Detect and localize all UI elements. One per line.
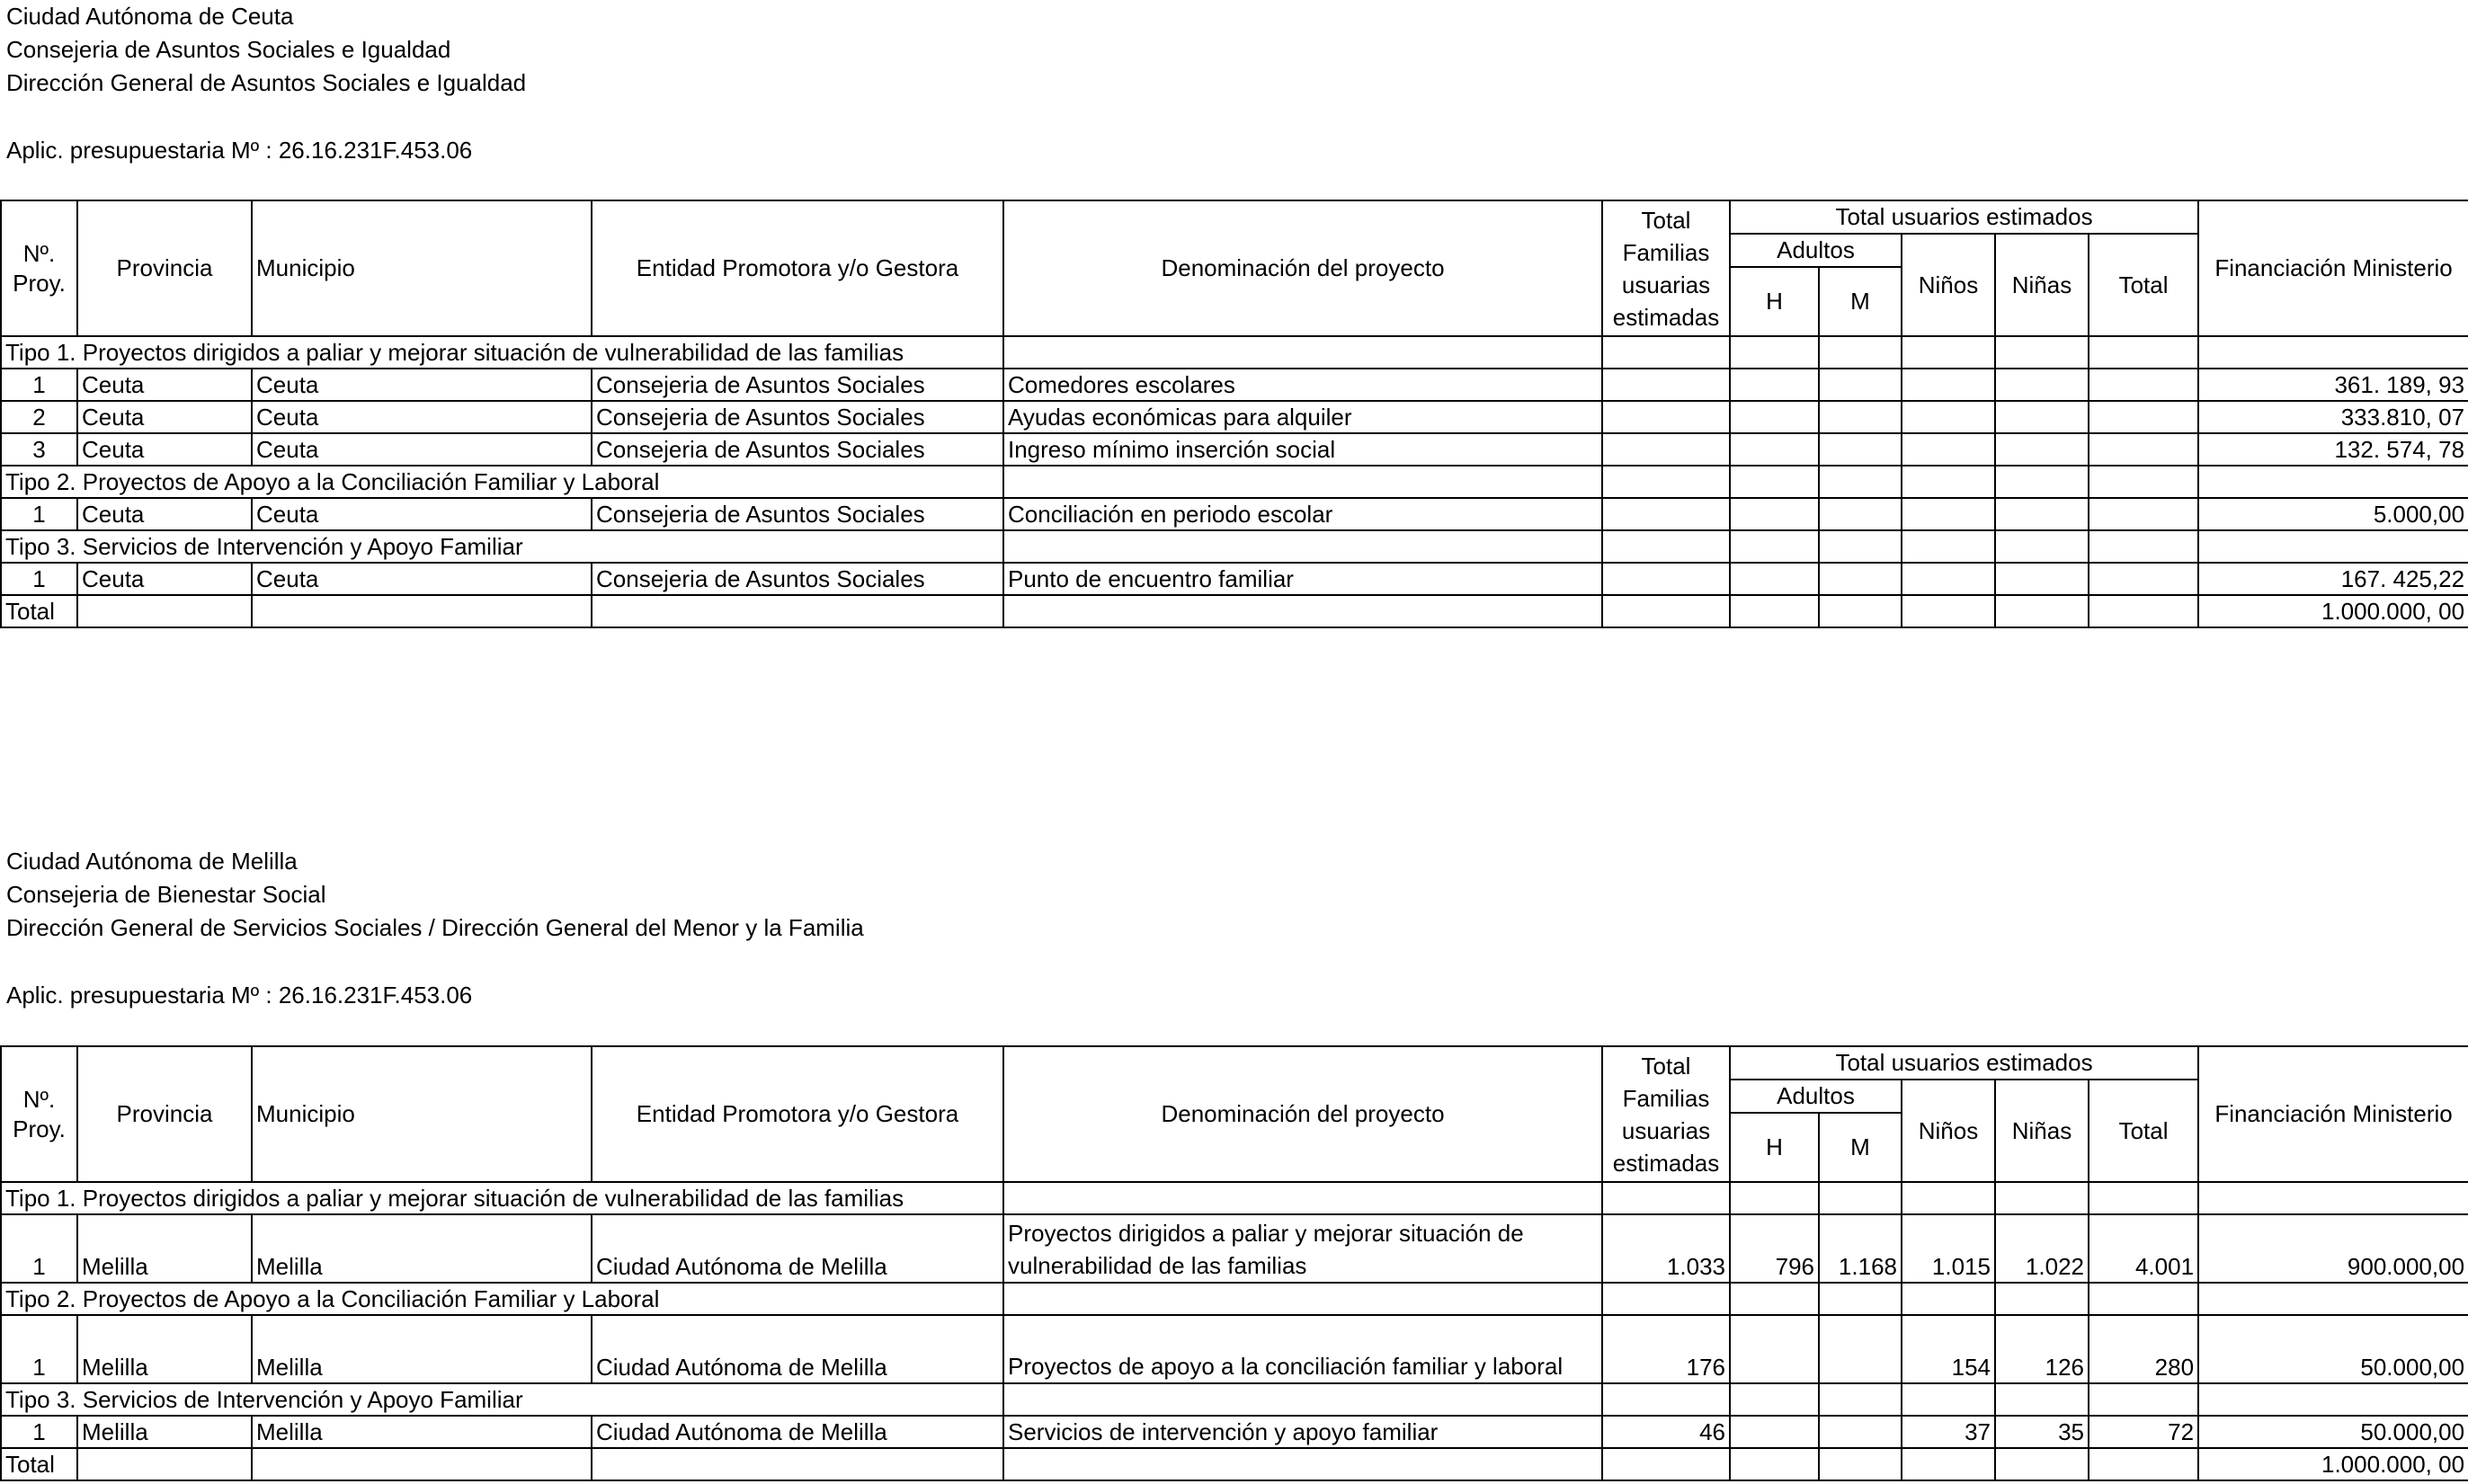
tipo-label: Tipo 1. Proyectos dirigidos a paliar y mejorar situación de vulnerabilidad de las familias	[1, 1182, 1003, 1214]
cell-denominacion: Proyectos dirigidos a paliar y mejorar situación de vulnerabilidad de las familias	[1003, 1214, 1602, 1283]
cell-denominacion: Punto de encuentro familiar	[1003, 563, 1602, 595]
cell-municipio: Ceuta	[252, 369, 592, 401]
cell-h: 796	[1730, 1214, 1819, 1283]
col-provincia: Provincia	[77, 200, 252, 336]
col-m: M	[1819, 1113, 1902, 1182]
col-municipio: Municipio	[252, 200, 592, 336]
cell-denominacion: Conciliación en periodo escolar	[1003, 498, 1602, 530]
cell-familias: 1.033	[1602, 1214, 1730, 1283]
cell-ninos: 1.015	[1902, 1214, 1995, 1283]
cell-m: 1.168	[1819, 1214, 1902, 1283]
cell-num: 1	[1, 1214, 77, 1283]
col-familias: Total Familias usuarias estimadas	[1602, 200, 1730, 336]
col-ninos: Niños	[1902, 234, 1995, 336]
table-row	[1, 1416, 2468, 1448]
cell-familias: 46	[1602, 1416, 1730, 1448]
col-usuarios-group: Total usuarios estimados	[1730, 1046, 2198, 1080]
table-row	[1, 433, 2468, 466]
table-row	[1, 1315, 2468, 1383]
cell-num: 2	[1, 401, 77, 433]
cell-ninas: 1.022	[1995, 1214, 2089, 1283]
cell-h	[1730, 1315, 1819, 1383]
table-row	[1, 401, 2468, 433]
tipo-label: Tipo 2. Proyectos de Apoyo a la Conciliación Familiar y Laboral	[1, 1283, 1003, 1315]
cell-ninas: 35	[1995, 1416, 2089, 1448]
cell-municipio: Melilla	[252, 1214, 592, 1283]
cell-provincia: Ceuta	[77, 498, 252, 530]
col-familias: Total Familias usuarias estimadas	[1602, 1046, 1730, 1182]
table-row	[1, 563, 2468, 595]
cell-provincia: Melilla	[77, 1416, 252, 1448]
col-ninos: Niños	[1902, 1080, 1995, 1182]
cell-total: 72	[2089, 1416, 2198, 1448]
cell-denominacion: Proyectos de apoyo a la conciliación familiar y laboral	[1003, 1315, 1602, 1383]
cell-denominacion: Ayudas económicas para alquiler	[1003, 401, 1602, 433]
col-adultos: Adultos	[1730, 1080, 1902, 1113]
cell-entidad: Consejeria de Asuntos Sociales	[592, 563, 1003, 595]
cell-num: 1	[1, 1416, 77, 1448]
melilla-total-row	[1, 1448, 2468, 1480]
col-financiacion: Financiación Ministerio	[2198, 1046, 2468, 1182]
cell-financiacion: 361. 189, 93	[2198, 369, 2468, 401]
ceuta-projects-table	[0, 200, 2468, 628]
cell-ninos: 154	[1902, 1315, 1995, 1383]
cell-entidad: Consejeria de Asuntos Sociales	[592, 401, 1003, 433]
cell-entidad: Ciudad Autónoma de Melilla	[592, 1416, 1003, 1448]
col-m: M	[1819, 267, 1902, 336]
cell-denominacion: Ingreso mínimo inserción social	[1003, 433, 1602, 466]
cell-num: 3	[1, 433, 77, 466]
col-h: H	[1730, 267, 1819, 336]
col-num-proy: Nº. Proy.	[1, 1046, 77, 1182]
cell-provincia: Melilla	[77, 1214, 252, 1283]
cell-municipio: Melilla	[252, 1416, 592, 1448]
ceuta-consejeria: Consejeria de Asuntos Sociales e Igualdad	[6, 36, 451, 63]
total-value: 1.000.000, 00	[2198, 595, 2468, 627]
melilla-city-title: Ciudad Autónoma de Melilla	[6, 848, 298, 875]
cell-h	[1730, 1416, 1819, 1448]
cell-num: 1	[1, 369, 77, 401]
ceuta-tipo1-row	[1, 336, 2468, 369]
cell-provincia: Ceuta	[77, 563, 252, 595]
cell-entidad: Consejeria de Asuntos Sociales	[592, 498, 1003, 530]
ceuta-city-title: Ciudad Autónoma de Ceuta	[6, 3, 294, 30]
total-label: Total	[1, 595, 77, 627]
cell-financiacion: 900.000,00	[2198, 1214, 2468, 1283]
melilla-tipo1-row	[1, 1182, 2468, 1214]
cell-municipio: Ceuta	[252, 433, 592, 466]
cell-entidad: Consejeria de Asuntos Sociales	[592, 369, 1003, 401]
col-h: H	[1730, 1113, 1819, 1182]
cell-total: 280	[2089, 1315, 2198, 1383]
col-total: Total	[2089, 1080, 2198, 1182]
cell-m	[1819, 1315, 1902, 1383]
cell-financiacion: 167. 425,22	[2198, 563, 2468, 595]
cell-financiacion: 132. 574, 78	[2198, 433, 2468, 466]
melilla-tipo2-row	[1, 1283, 2468, 1315]
cell-denominacion: Comedores escolares	[1003, 369, 1602, 401]
col-usuarios-group: Total usuarios estimados	[1730, 200, 2198, 234]
tipo-label: Tipo 1. Proyectos dirigidos a paliar y mejorar situación de vulnerabilidad de las familias	[1, 336, 1003, 369]
melilla-aplic-presupuestaria: Aplic. presupuestaria Mº : 26.16.231F.453.06	[6, 982, 473, 1009]
cell-provincia: Ceuta	[77, 433, 252, 466]
total-value: 1.000.000, 00	[2198, 1448, 2468, 1480]
cell-entidad: Consejeria de Asuntos Sociales	[592, 433, 1003, 466]
cell-financiacion: 5.000,00	[2198, 498, 2468, 530]
cell-entidad: Ciudad Autónoma de Melilla	[592, 1315, 1003, 1383]
cell-ninos: 37	[1902, 1416, 1995, 1448]
col-denominacion: Denominación del proyecto	[1003, 200, 1602, 336]
cell-entidad: Ciudad Autónoma de Melilla	[592, 1214, 1003, 1283]
tipo-label: Tipo 3. Servicios de Intervención y Apoyo Familiar	[1, 530, 1003, 563]
col-num-proy: Nº. Proy.	[1, 200, 77, 336]
cell-m	[1819, 1416, 1902, 1448]
melilla-consejeria: Consejeria de Bienestar Social	[6, 881, 326, 908]
cell-num: 1	[1, 563, 77, 595]
cell-denominacion: Servicios de intervención y apoyo familiar	[1003, 1416, 1602, 1448]
col-entidad: Entidad Promotora y/o Gestora	[592, 200, 1003, 336]
cell-ninas: 126	[1995, 1315, 2089, 1383]
cell-total: 4.001	[2089, 1214, 2198, 1283]
ceuta-direccion: Dirección General de Asuntos Sociales e Igualdad	[6, 69, 527, 96]
melilla-projects-table	[0, 1045, 2468, 1481]
cell-financiacion: 333.810, 07	[2198, 401, 2468, 433]
table-row	[1, 1214, 2468, 1283]
total-label: Total	[1, 1448, 77, 1480]
col-denominacion: Denominación del proyecto	[1003, 1046, 1602, 1182]
cell-familias: 176	[1602, 1315, 1730, 1383]
cell-provincia: Ceuta	[77, 401, 252, 433]
cell-municipio: Melilla	[252, 1315, 592, 1383]
col-adultos: Adultos	[1730, 234, 1902, 267]
table-row	[1, 498, 2468, 530]
cell-provincia: Melilla	[77, 1315, 252, 1383]
ceuta-aplic-presupuestaria: Aplic. presupuestaria Mº : 26.16.231F.453.06	[6, 137, 473, 164]
cell-num: 1	[1, 1315, 77, 1383]
ceuta-tipo3-row	[1, 530, 2468, 563]
col-ninas: Niñas	[1995, 234, 2089, 336]
ceuta-tipo2-row	[1, 466, 2468, 498]
tipo-label: Tipo 3. Servicios de Intervención y Apoyo Familiar	[1, 1383, 1003, 1416]
col-financiacion: Financiación Ministerio	[2198, 200, 2468, 336]
cell-financiacion: 50.000,00	[2198, 1315, 2468, 1383]
cell-financiacion: 50.000,00	[2198, 1416, 2468, 1448]
col-total: Total	[2089, 234, 2198, 336]
col-municipio: Municipio	[252, 1046, 592, 1182]
tipo-label: Tipo 2. Proyectos de Apoyo a la Conciliación Familiar y Laboral	[1, 466, 1003, 498]
cell-municipio: Ceuta	[252, 563, 592, 595]
cell-municipio: Ceuta	[252, 401, 592, 433]
col-ninas: Niñas	[1995, 1080, 2089, 1182]
cell-provincia: Ceuta	[77, 369, 252, 401]
melilla-direccion: Dirección General de Servicios Sociales / Dirección General del Menor y la Familia	[6, 914, 864, 941]
melilla-tipo3-row	[1, 1383, 2468, 1416]
cell-num: 1	[1, 498, 77, 530]
cell-municipio: Ceuta	[252, 498, 592, 530]
col-entidad: Entidad Promotora y/o Gestora	[592, 1046, 1003, 1182]
table-row	[1, 369, 2468, 401]
col-provincia: Provincia	[77, 1046, 252, 1182]
ceuta-total-row	[1, 595, 2468, 627]
